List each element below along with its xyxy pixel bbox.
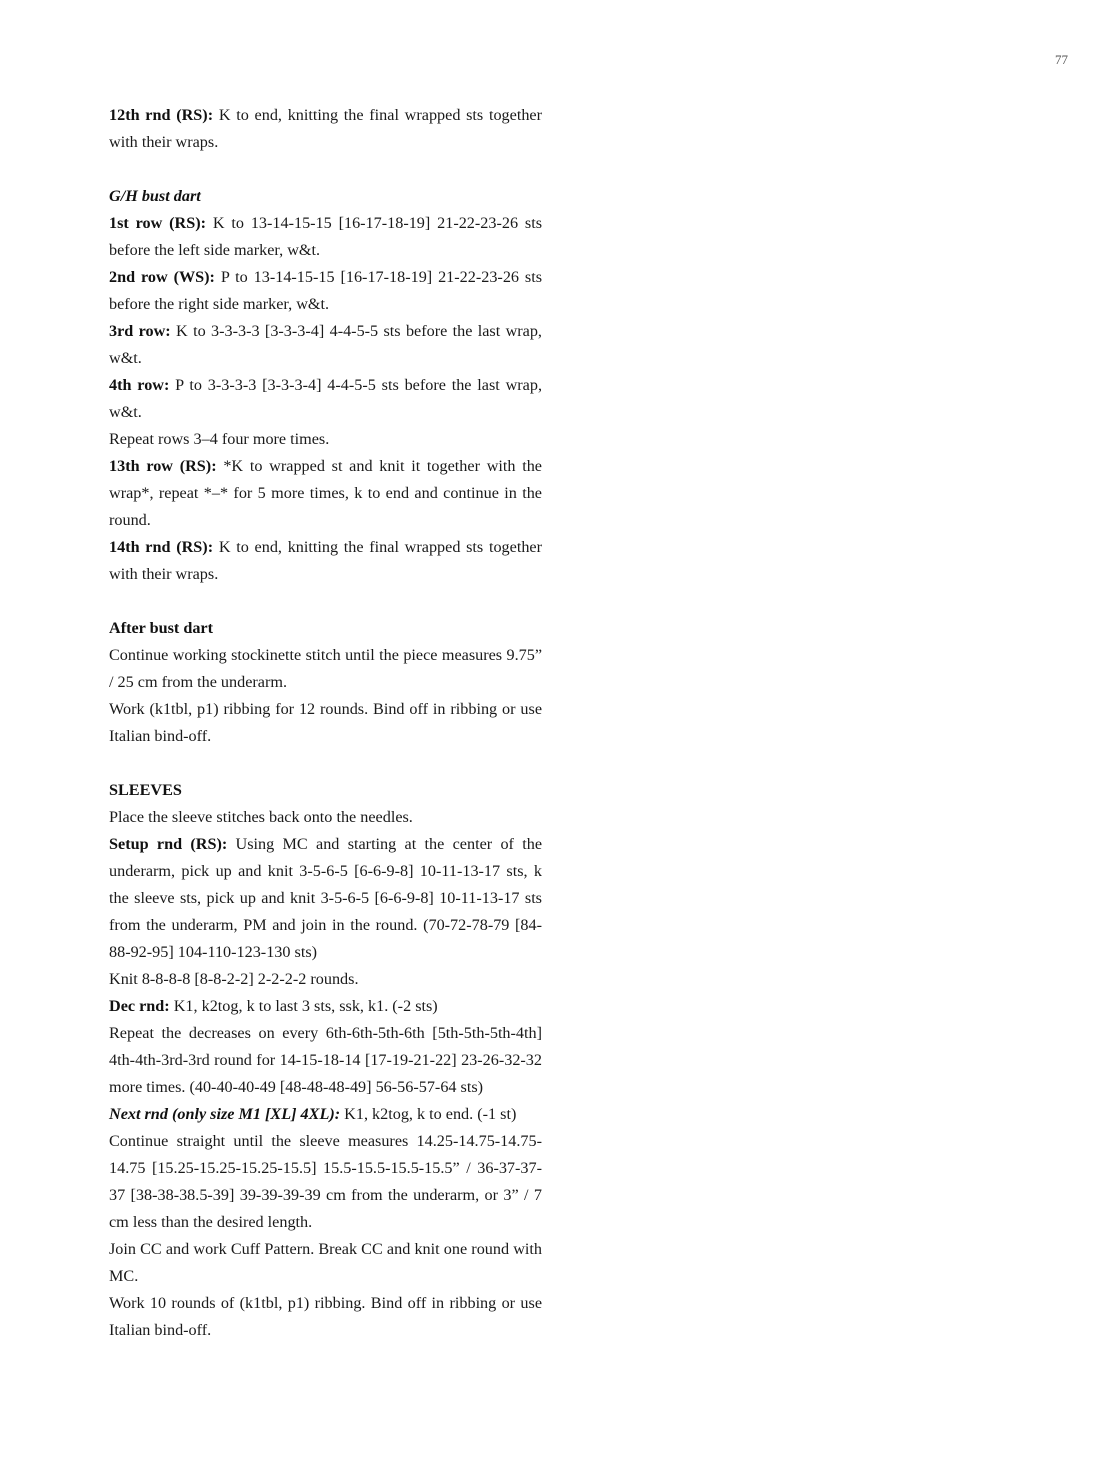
row-label: 4th row: (109, 376, 170, 394)
row-text: K1, k2tog, k to end. (-1 st) (340, 1105, 517, 1123)
paragraph-13th-row (109, 453, 542, 534)
row-label: Dec rnd: (109, 997, 170, 1015)
section-heading-after-bust-dart: After bust dart (109, 619, 214, 637)
row-text: Using MC and starting at the center of the underarm, pick up and knit 3-5-6-5 [6-6-9-8] 10-11-13-17 sts, k the sleeve sts, pick up and knit 3-5-6-5 [6-6-9-8] 10-11-13-17 sts from the underarm, PM and join in the round. (70-72-78-79 [84-88-92-95] 104-110-123-130 sts) (109, 835, 543, 961)
paragraph-4th-row (109, 372, 542, 426)
paragraph-14th-rnd (109, 534, 542, 588)
paragraph-3rd-row (109, 318, 542, 372)
paragraph-work-ribbing: Work 10 rounds of (k1tbl, p1) ribbing. Bind off in ribbing or use Italian bind-off. (109, 1294, 542, 1339)
paragraph-knit-rounds: Knit 8-8-8-8 [8-8-2-2] 2-2-2-2 rounds. (109, 970, 359, 988)
paragraph-join-cc: Join CC and work Cuff Pattern. Break CC and knit one round with MC. (109, 1240, 542, 1285)
row-text: P to 13-14-15-15 [16-17-18-19] 21-22-23-26 sts before the right side marker, w&t. (109, 268, 543, 313)
row-text: K to end, knitting the final wrapped sts together with their wraps. (109, 106, 542, 151)
pattern-text (109, 102, 542, 1344)
row-text: K1, k2tog, k to last 3 sts, ssk, k1. (-2 sts) (169, 997, 438, 1015)
paragraph-next-rnd (109, 1101, 542, 1128)
section-heading-gh-bust-dart: G/H bust dart (109, 187, 201, 205)
paragraph-setup-rnd (109, 831, 542, 966)
paragraph-continue-straight: Continue straight until the sleeve measures 14.25-14.75-14.75-14.75 [15.25-15.25-15.25-15.5] 15.5-15.5-15.5-15.5” / 36-37-37-37 [38-38-38.5-39] 39-39-39-39 cm from the underarm, or 3” / 7 cm less than the desired length. (109, 1132, 542, 1231)
row-text: K to 3-3-3-3 [3-3-3-4] 4-4-5-5 sts before the last wrap, w&t. (109, 322, 542, 367)
row-label: 3rd row: (109, 322, 171, 340)
section-heading-sleeves: SLEEVES (109, 781, 182, 799)
row-label: 1st row (RS): (109, 214, 207, 232)
paragraph-place-sleeve: Place the sleeve stitches back onto the needles. (109, 808, 413, 826)
row-text: K to 13-14-15-15 [16-17-18-19] 21-22-23-26 sts before the left side marker, w&t. (109, 214, 542, 259)
paragraph-1st-row (109, 210, 542, 264)
row-label: Next rnd (only size M1 [XL] 4XL): (109, 1105, 341, 1123)
row-label: 12th rnd (RS): (109, 106, 214, 124)
row-text: P to 3-3-3-3 [3-3-3-4] 4-4-5-5 sts before the last wrap, w&t. (109, 376, 542, 421)
row-text: *K to wrapped st and knit it together with the wrap*, repeat *–* for 5 more times, k to end and continue in the round. (109, 457, 542, 529)
row-text: K to end, knitting the final wrapped sts together with their wraps. (109, 538, 542, 583)
paragraph-ribbing: Work (k1tbl, p1) ribbing for 12 rounds. Bind off in ribbing or use Italian bind-off. (109, 700, 542, 745)
paragraph-2nd-row (109, 264, 542, 318)
paragraph-12th-rnd (109, 102, 542, 156)
paragraph-repeat-decreases: Repeat the decreases on every 6th-6th-5th-6th [5th-5th-5th-4th] 4th-4th-3rd-3rd round for 14-15-18-14 [17-19-21-22] 23-26-32-32 more times. (40-40-40-49 [48-48-48-49] 56-56-57-64 sts) (109, 1024, 542, 1096)
row-label: 2nd row (WS): (109, 268, 215, 286)
row-label: 14th rnd (RS): (109, 538, 214, 556)
row-label: 13th row (RS): (109, 457, 217, 475)
paragraph-repeat-rows: Repeat rows 3–4 four more times. (109, 430, 330, 448)
row-label: Setup rnd (RS): (109, 835, 228, 853)
paragraph-continue-stockinette: Continue working stockinette stitch until the piece measures 9.75” / 25 cm from the underarm. (109, 646, 542, 691)
paragraph-dec-rnd (109, 993, 542, 1020)
page-number: 77 (1055, 52, 1068, 67)
